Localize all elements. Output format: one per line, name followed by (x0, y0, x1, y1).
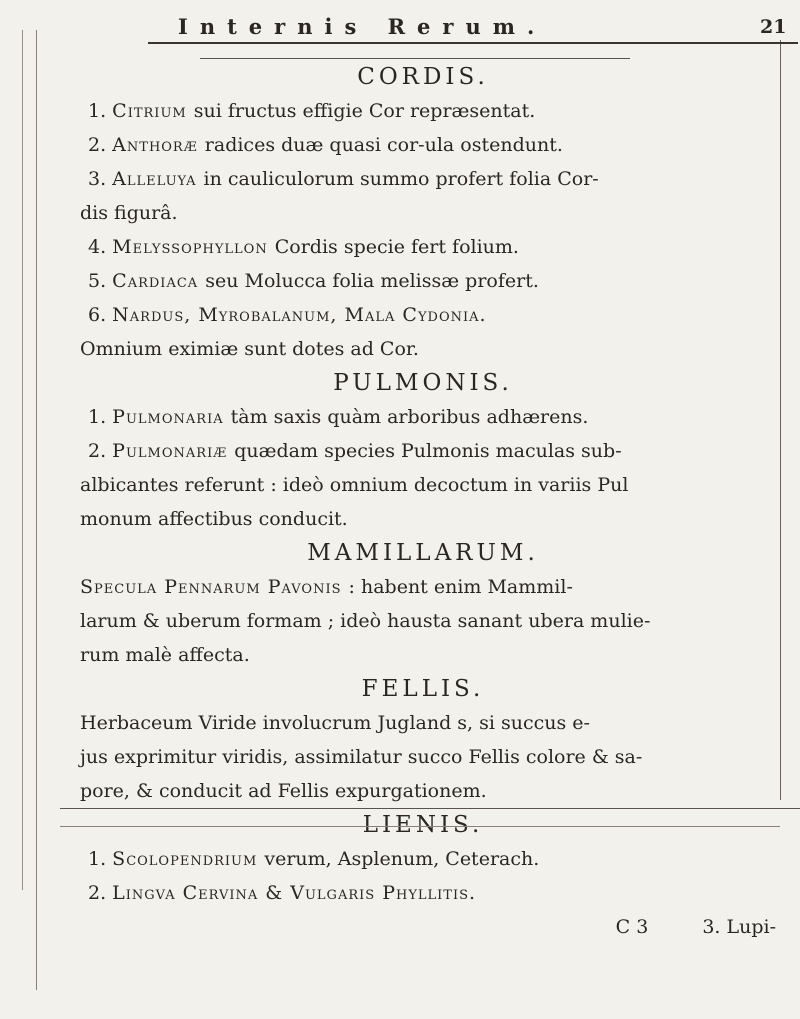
signature-mark: C 3 (615, 916, 649, 938)
text-line (66, 400, 780, 434)
line-text: monum affectibus conducit. (80, 508, 348, 530)
plant-name: Pulmonaria (112, 406, 231, 428)
text-line (66, 876, 780, 910)
text-line (66, 264, 780, 298)
text-line (66, 706, 780, 740)
footer-rule (60, 808, 800, 809)
text-line (66, 298, 780, 332)
running-head: Internis Rerum. (178, 14, 547, 39)
item-number: 2. (88, 882, 113, 904)
plant-name: Nardus, Myrobalanum, Mala Cydonia. (112, 304, 487, 326)
text-line (66, 196, 780, 230)
line-text: Omnium eximiæ sunt dotes ad Cor. (80, 338, 419, 360)
text-line (66, 604, 780, 638)
line-text: larum & uberum formam ; ideò hausta sanant ubera mulie- (80, 610, 651, 632)
section-heading: MAMILLARUM. (307, 540, 539, 566)
line-text: verum, Asplenum, Ceterach. (264, 848, 540, 870)
item-number: 5. (88, 270, 113, 292)
header-rule (148, 42, 798, 44)
line-text: seu Molucca folia melissæ profert. (205, 270, 539, 292)
plant-name: Alleluya (112, 168, 204, 190)
line-text: : habent enim Mammil- (348, 576, 573, 598)
line-text: quædam species Pulmonis maculas sub- (234, 440, 622, 462)
text-line (66, 774, 780, 808)
page-bottom-edge (60, 826, 780, 827)
catchword: 3. Lupi- (702, 916, 776, 938)
section-heading: FELLIS. (361, 676, 485, 702)
section-heading: PULMONIS. (333, 370, 513, 396)
text-line (66, 230, 780, 264)
text-line (66, 434, 780, 468)
item-number: 6. (88, 304, 113, 326)
item-number: 1. (88, 100, 113, 122)
line-text: dis figurâ. (80, 202, 178, 224)
plant-name: Lingva Cervina & Vulgaris Phyllitis. (112, 882, 477, 904)
title-rule (200, 58, 630, 59)
section-heading: LIENIS. (362, 812, 484, 838)
line-text: Cordis specie fert folium. (274, 236, 519, 258)
line-text: in cauliculorum summo profert folia Cor- (203, 168, 599, 190)
text-line (66, 842, 780, 876)
line-text: albicantes referunt : ideò omnium decoctum in variis Pul (80, 474, 629, 496)
page-number: 21 (760, 16, 787, 38)
text-line (66, 332, 780, 366)
plant-name: Anthoræ (112, 134, 205, 156)
section-heading: CORDIS. (357, 64, 489, 90)
line-text: jus exprimitur viridis, assimilatur succo Fellis colore & sa- (80, 746, 643, 768)
text-frame-right (780, 40, 781, 800)
line-text: Herbaceum Viride involucrum Jugland s, si succus e- (80, 712, 590, 734)
text-block (66, 60, 780, 944)
page-edge-line (36, 30, 37, 990)
line-text: radices duæ quasi cor-ula ostendunt. (204, 134, 563, 156)
item-number: 2. (88, 440, 113, 462)
plant-name: Pulmonariæ (112, 440, 235, 462)
line-text: tàm saxis quàm arboribus adhærens. (230, 406, 589, 428)
item-number: 2. (88, 134, 113, 156)
item-number: 1. (88, 848, 113, 870)
plant-name: Cardiaca (112, 270, 206, 292)
plant-name: Scolopendrium (112, 848, 265, 870)
text-line (66, 128, 780, 162)
text-line (66, 570, 780, 604)
item-number: 4. (88, 236, 113, 258)
plant-name: Specula Pennarum Pavonis (80, 576, 349, 598)
page-edge-line (22, 30, 23, 890)
line-text: pore, & conducit ad Fellis expurgationem. (80, 780, 487, 802)
text-line (66, 740, 780, 774)
page-footer (66, 910, 780, 944)
line-text: rum malè affecta. (80, 644, 250, 666)
item-number: 1. (88, 406, 113, 428)
text-line (66, 638, 780, 672)
line-text: sui fructus effigie Cor repræsentat. (193, 100, 536, 122)
plant-name: Melyssophyllon (112, 236, 275, 258)
plant-name: Citrium (112, 100, 194, 122)
text-line (66, 162, 780, 196)
item-number: 3. (88, 168, 113, 190)
text-line (66, 468, 780, 502)
text-line (66, 502, 780, 536)
text-line (66, 94, 780, 128)
